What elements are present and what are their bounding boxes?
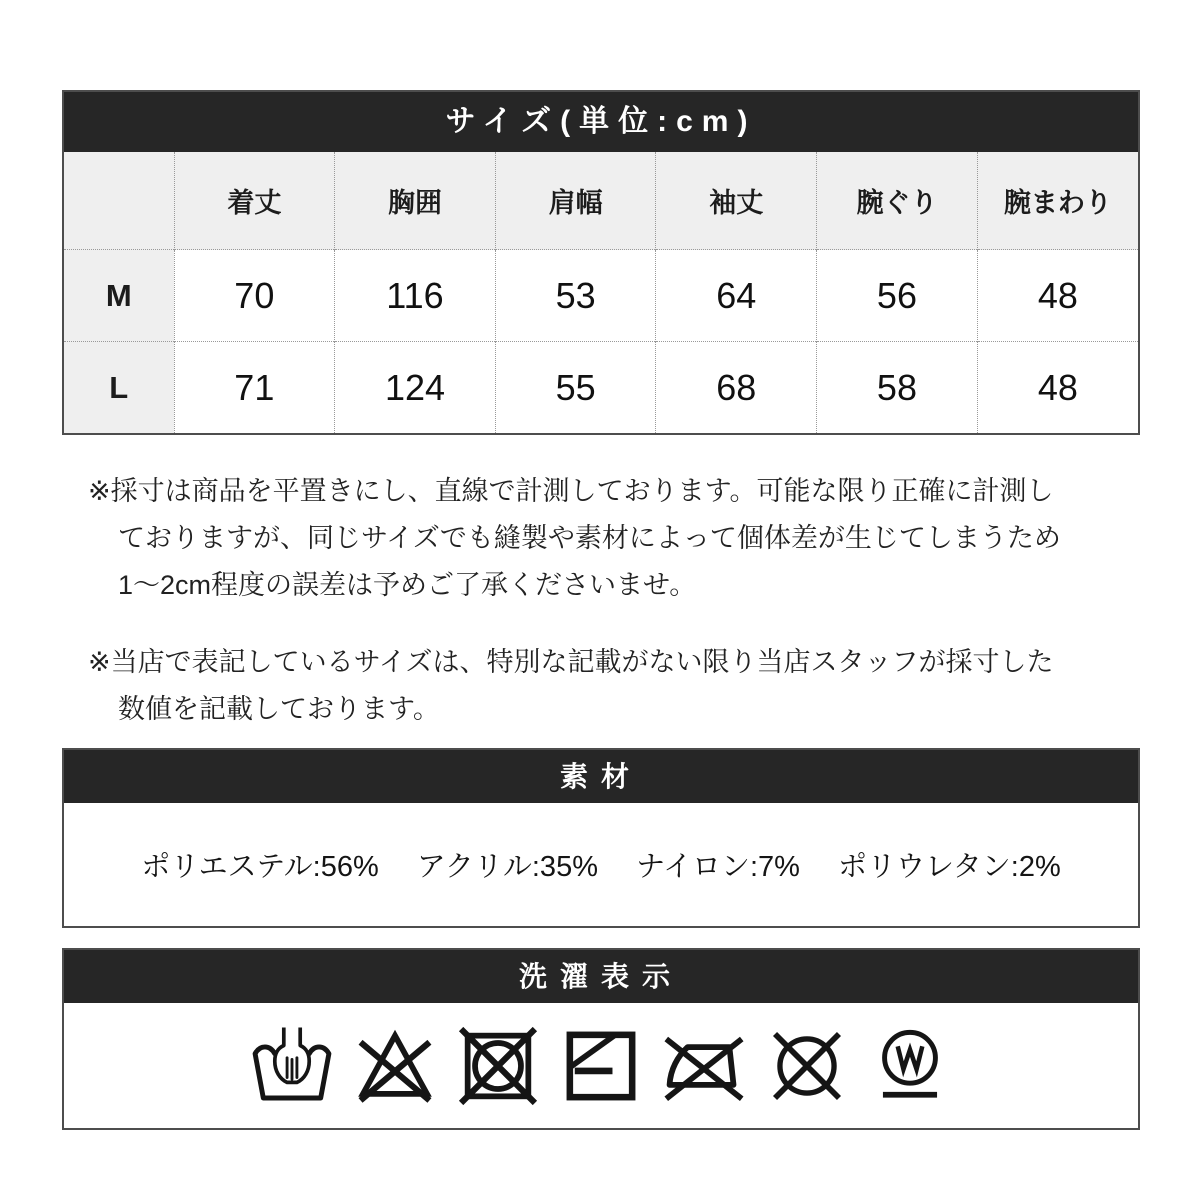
measurement-notes: [62, 468, 1140, 733]
row-label-m: M: [64, 250, 174, 342]
content-column: [62, 90, 1140, 1130]
size-table-header-row: [64, 152, 1138, 250]
table-cell: 48: [977, 250, 1138, 342]
no-dry-clean-icon: [766, 1025, 848, 1107]
table-cell: 68: [656, 342, 817, 434]
gentle-wet-cleaning-icon: [869, 1025, 951, 1107]
size-table-section: [62, 90, 1140, 435]
table-cell: 56: [817, 250, 978, 342]
table-cell: 116: [335, 250, 496, 342]
laundry-title: 洗濯表示: [64, 950, 1138, 1003]
table-cell: 55: [495, 342, 656, 434]
material-item-polyester: ポリエステル:56%: [141, 851, 379, 883]
table-row-l: [64, 342, 1138, 434]
hand-wash-icon: [251, 1025, 333, 1107]
table-cell: 64: [656, 250, 817, 342]
no-iron-icon: [663, 1025, 745, 1107]
column-header-body-length: 着丈: [174, 152, 335, 250]
laundry-section: [62, 948, 1140, 1130]
note-staff-measured: ※当店で表記しているサイズは、特別な記載がない限り当店スタッフが採寸した 数値を記載しております。: [88, 647, 1054, 724]
material-composition: [64, 803, 1138, 926]
column-header-chest: 胸囲: [335, 152, 496, 250]
laundry-symbols-row: [64, 1003, 1138, 1128]
material-item-acrylic: アクリル:35%: [416, 851, 598, 883]
no-bleach-icon: [354, 1025, 436, 1107]
table-cell: 48: [977, 342, 1138, 434]
table-cell: 53: [495, 250, 656, 342]
size-table: [64, 152, 1138, 433]
material-section: [62, 748, 1140, 928]
table-cell: 71: [174, 342, 335, 434]
note-measurement-tolerance: ※採寸は商品を平置きにし、直線で計測しております。可能な限り正確に計測し ておりますが、同じサイズでも縫製や素材によって個体差が生じてしまうため 1〜2cm程度の誤差は予めご了承くださいませ。: [88, 476, 1061, 600]
row-label-l: L: [64, 342, 174, 434]
table-cell: 70: [174, 250, 335, 342]
table-cell: 58: [817, 342, 978, 434]
no-tumble-dry-icon: [457, 1025, 539, 1107]
column-header-armhole: 腕ぐり: [817, 152, 978, 250]
material-title: 素材: [64, 750, 1138, 803]
dry-flat-in-shade-icon: [560, 1025, 642, 1107]
table-cell: 124: [335, 342, 496, 434]
table-corner-cell: [64, 152, 174, 250]
column-header-arm-width: 腕まわり: [977, 152, 1138, 250]
material-item-polyurethane: ポリウレタン:2%: [837, 851, 1061, 883]
size-table-title: サイズ(単位:cm): [64, 92, 1138, 152]
column-header-shoulder: 肩幅: [495, 152, 656, 250]
table-row-m: [64, 250, 1138, 342]
material-item-nylon: ナイロン:7%: [635, 851, 800, 883]
column-header-sleeve: 袖丈: [656, 152, 817, 250]
